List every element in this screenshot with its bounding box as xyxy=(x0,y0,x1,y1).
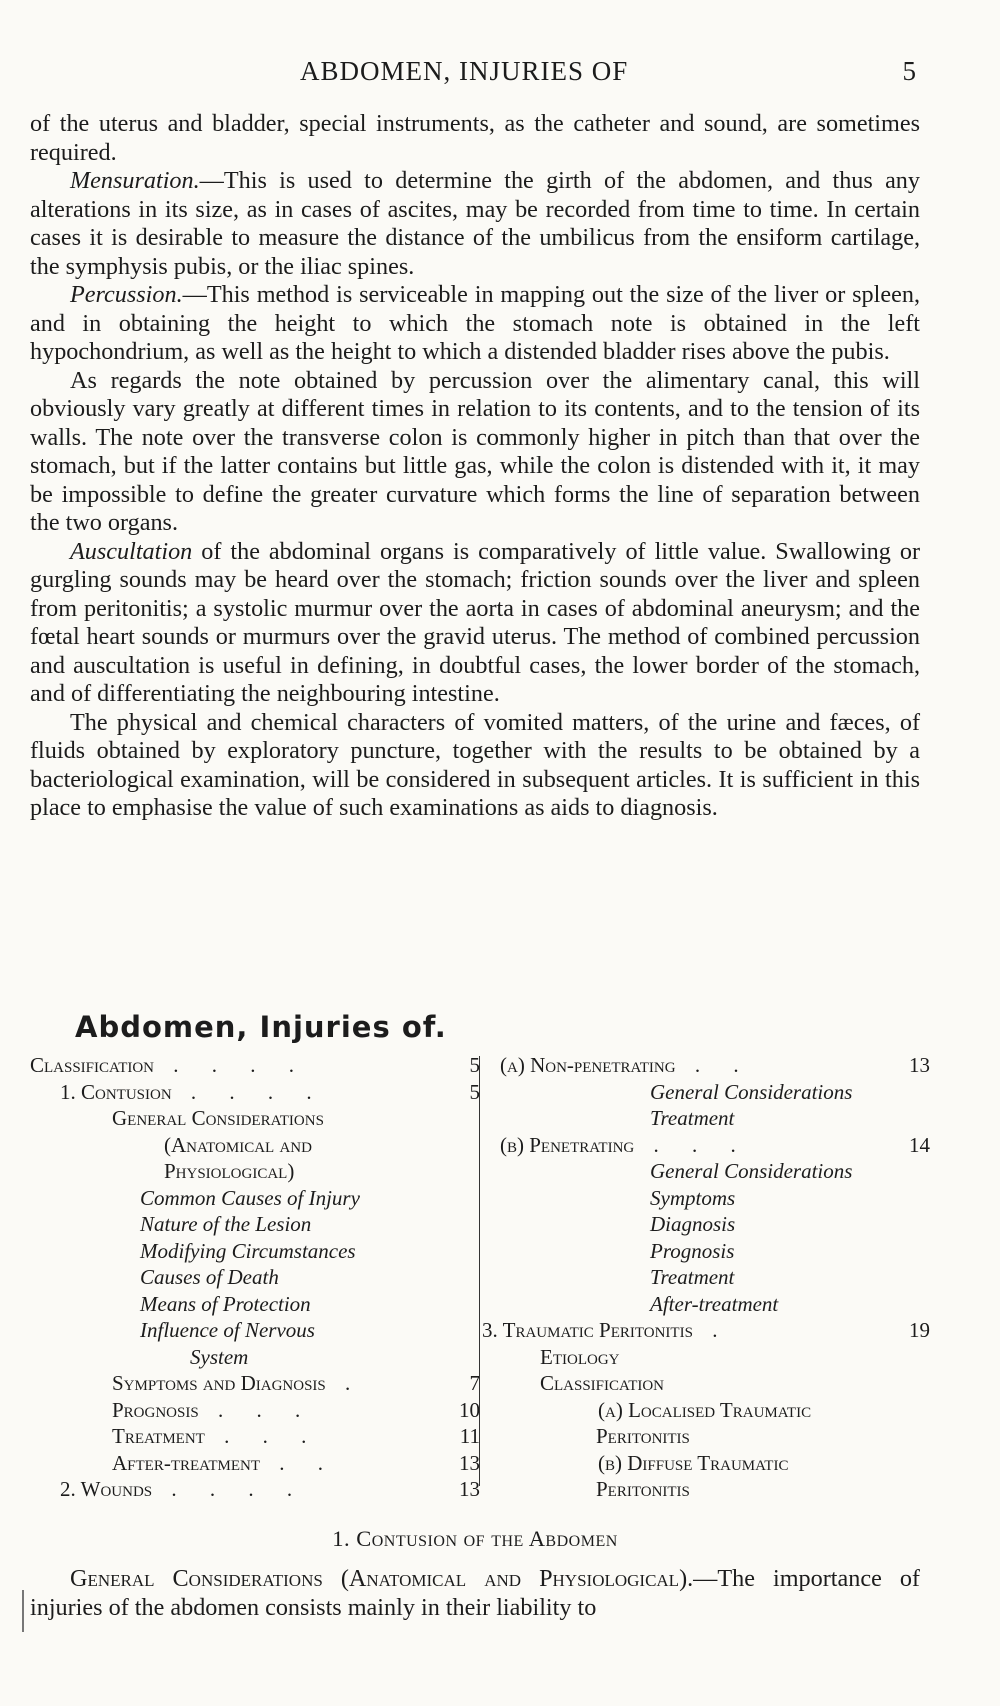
contents-label: General Considerations xyxy=(112,1106,324,1130)
contents-leader-dots: . . . . xyxy=(152,1477,307,1501)
contents-entry xyxy=(500,1185,930,1212)
contents-leader-dots: . . . xyxy=(198,1397,315,1422)
contents-entry xyxy=(30,1238,480,1265)
contents-leader-dots: . . . xyxy=(204,1424,321,1448)
contents-page-number: 13 xyxy=(909,1053,930,1077)
contents-entry xyxy=(500,1158,930,1185)
contents-entry xyxy=(500,1397,930,1424)
contents-label: 3. Traumatic Peritonitis xyxy=(482,1318,693,1342)
paragraph-text: —This method is serviceable in mapping out the size of the liver or spleen, and in obtaining the height to which the stomach note is obtained in the left hypochondrium, as well as the height to which a distended bladder rises above the pubis. xyxy=(30,281,920,365)
contents-label: Peritonitis xyxy=(596,1424,690,1448)
contents-entry xyxy=(30,1291,480,1318)
column-divider xyxy=(479,1056,480,1486)
contents-page-number: 11 xyxy=(459,1424,480,1448)
margin-mark xyxy=(22,1590,24,1632)
contents-entry xyxy=(500,1370,930,1397)
running-head: ABDOMEN, INJURIES OF xyxy=(300,56,629,86)
paragraph xyxy=(30,538,920,709)
paragraph-text: —The importance of injuries of the abdomen consists mainly in their liability to xyxy=(30,1565,920,1621)
contents-page-number: 10 xyxy=(459,1397,480,1422)
contents-label: Causes of Death xyxy=(140,1265,279,1289)
contents-entry xyxy=(30,1264,480,1291)
contents-leader-dots: . . . . xyxy=(154,1053,309,1077)
run-in-heading: Auscultation xyxy=(70,537,193,565)
contents-entry xyxy=(30,1423,480,1450)
contents-label: Peritonitis xyxy=(596,1477,690,1501)
contents-label: Etiology xyxy=(540,1344,620,1369)
contents-label: Treatment xyxy=(112,1424,205,1448)
contents-entry xyxy=(30,1132,480,1159)
contents-page-number: 13 xyxy=(459,1477,480,1501)
contents-label: Means of Protection xyxy=(140,1291,311,1316)
run-in-heading: Mensuration. xyxy=(70,167,200,194)
closing-paragraph xyxy=(30,1565,920,1622)
contents-page-number: 7 xyxy=(469,1371,480,1395)
contents-entry xyxy=(500,1052,930,1079)
section-title: Abdomen, Injuries of. xyxy=(75,1010,447,1044)
paragraph-text: of the abdominal organs is comparatively of little value. Swallowing or gurgling sounds may be heard over the stomach; friction sounds over the liver and spleen from peritonitis; a systolic murmur over the aorta in cases of abdominal aneurysm; and the fœtal heart sounds or murmurs over the gravid uterus. The method of combined percussion and auscultation is useful in defining, in doubtful cases, the lower border of the stomach, and of differentiating the neighbouring intestine. xyxy=(30,537,920,707)
contents-label: Nature of the Lesion xyxy=(140,1212,312,1236)
contents-label: After-treatment xyxy=(650,1291,779,1316)
paragraph-text: —This is used to determine the girth of the abdomen, and thus any alterations in its size, as in cases of ascites, may be recorded from time to time. In certain cases it is desirable to measure the distance of the umbilicus from the ensiform cartilage, the symphysis pubis, or the iliac spines. xyxy=(30,167,920,280)
run-in-heading: Percussion. xyxy=(70,281,183,308)
contents-entry xyxy=(30,1211,480,1238)
page-number: 5 xyxy=(902,56,916,86)
contents-entry xyxy=(30,1317,480,1344)
contents-label: Common Causes of Injury xyxy=(140,1185,360,1210)
contents-page-number: 5 xyxy=(469,1053,480,1077)
contents-label: Prognosis xyxy=(112,1397,199,1422)
contents-entry xyxy=(482,1317,930,1344)
contents-label: General Considerations xyxy=(650,1079,853,1104)
contents-label: (a) Localised Traumatic xyxy=(598,1397,812,1422)
contents-label: Symptoms and Diagnosis xyxy=(112,1371,326,1395)
contents-entry xyxy=(500,1344,930,1371)
body-text xyxy=(30,110,920,823)
contents-entry xyxy=(30,1397,480,1424)
contents-leader-dots: . . xyxy=(260,1450,337,1475)
contents-entry xyxy=(500,1423,930,1450)
contents-left-column xyxy=(30,1052,480,1503)
paragraph: of the uterus and bladder, special instruments, as the catheter and sound, are sometimes required. xyxy=(30,110,920,166)
contents-label: Physiological) xyxy=(164,1159,295,1183)
contents-entry xyxy=(30,1185,480,1212)
subsection-heading: 1. Contusion of the Abdomen xyxy=(332,1526,618,1551)
contents-page-number: 5 xyxy=(469,1079,480,1104)
contents-label: Prognosis xyxy=(650,1238,735,1263)
run-in-heading: General Considerations (Anatomical and Physiological). xyxy=(70,1565,694,1592)
contents-label: (b) Diffuse Traumatic xyxy=(598,1450,789,1475)
contents-entry xyxy=(500,1476,930,1503)
contents-entry xyxy=(500,1264,930,1291)
contents-right-column xyxy=(482,1052,930,1503)
contents-entry xyxy=(30,1158,480,1185)
contents-page-number: 19 xyxy=(909,1318,930,1342)
contents-leader-dots: . xyxy=(325,1371,365,1395)
contents-entry xyxy=(30,1344,480,1371)
contents-entry xyxy=(500,1211,930,1238)
paragraph: The physical and chemical characters of vomited matters, of the urine and fæces, of fluids obtained by exploratory puncture, together with the results to be obtained by a bacteriological examination, will be considered in subsequent articles. It is sufficient in this place to emphasise the value of such examinations as aids to diagnosis. xyxy=(30,708,920,821)
contents-label: (a) Non-penetrating xyxy=(500,1053,676,1077)
contents-entry xyxy=(500,1132,930,1159)
contents-leader-dots: . . xyxy=(675,1053,753,1077)
contents-entry xyxy=(500,1238,930,1265)
contents-entry xyxy=(500,1291,930,1318)
contents-label: Symptoms xyxy=(650,1185,736,1210)
contents-label: (Anatomical and xyxy=(164,1132,312,1157)
contents-label: (b) Penetrating xyxy=(500,1132,635,1157)
contents-label: Classification xyxy=(540,1371,665,1395)
contents-entry xyxy=(30,1450,480,1477)
contents-label: Treatment xyxy=(650,1265,735,1289)
contents-leader-dots: . xyxy=(692,1318,732,1342)
contents-entry xyxy=(30,1105,480,1132)
paragraph xyxy=(30,167,920,281)
contents-entry xyxy=(30,1079,480,1106)
contents-label: After-treatment xyxy=(112,1450,260,1475)
contents-label: Diagnosis xyxy=(650,1212,736,1236)
paragraph: As regards the note obtained by percussion over the alimentary canal, this will obviously vary greatly at different times in relation to its contents, and to the tension of its walls. The note over the transverse colon is commonly higher in pitch than that over the stomach, but if the latter contains but little gas, while the colon is distended with it, it may be impossible to define the greater curvature which forms the line of separation between the two organs. xyxy=(30,366,920,536)
contents-label: Treatment xyxy=(650,1106,735,1130)
contents-page-number: 13 xyxy=(459,1450,480,1475)
contents-leader-dots: . . . . xyxy=(171,1079,326,1104)
contents-label: Influence of Nervous xyxy=(140,1318,315,1342)
contents-leader-dots: . . . xyxy=(634,1132,750,1157)
contents-label: 2. Wounds xyxy=(60,1477,153,1501)
contents-label: 1. Contusion xyxy=(60,1079,172,1104)
contents-label: General Considerations xyxy=(650,1159,853,1183)
contents-entry xyxy=(30,1370,480,1397)
contents-entry xyxy=(500,1105,930,1132)
contents-label: System xyxy=(190,1344,249,1369)
paragraph xyxy=(30,281,920,367)
contents-label: Modifying Circumstances xyxy=(140,1238,356,1263)
contents-entry xyxy=(30,1476,480,1503)
contents-entry xyxy=(500,1079,930,1106)
contents-entry xyxy=(30,1052,480,1079)
contents-entry xyxy=(500,1450,930,1477)
contents-label: Classification xyxy=(30,1053,155,1077)
contents-page-number: 14 xyxy=(909,1132,930,1157)
